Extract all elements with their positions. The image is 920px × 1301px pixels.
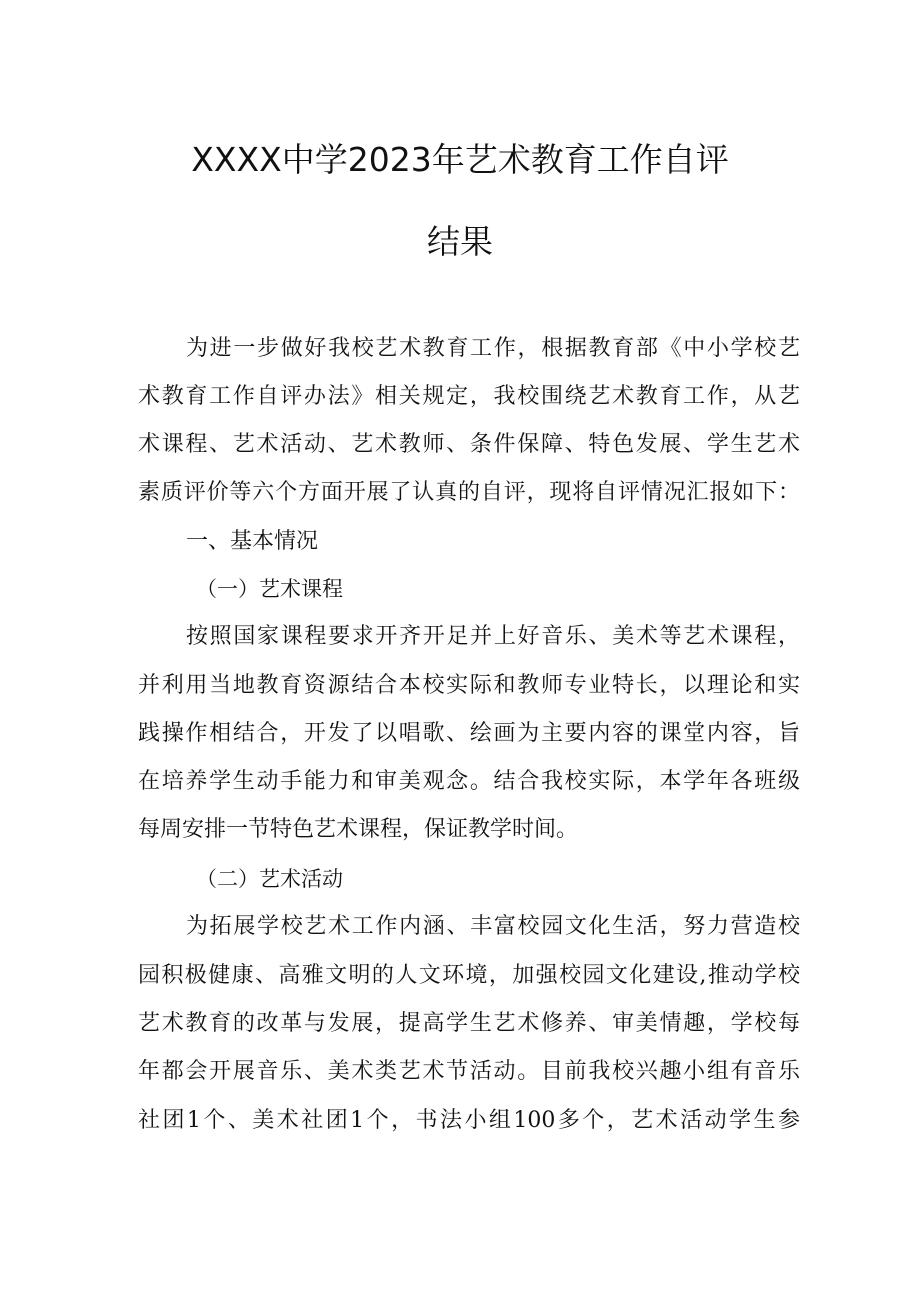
subsection-heading-art-courses: （一）艺术课程	[196, 577, 343, 601]
activities-line-4: 年都会开展音乐、美术类艺术节活动。目前我校兴趣小组有音乐	[138, 1059, 800, 1084]
intro-line-2: 术教育工作自评办法》相关规定，我校围绕艺术教育工作，从艺	[138, 384, 800, 409]
section-heading-basic: 一、基本情况	[186, 529, 319, 554]
activities-line-3: 艺术教育的改革与发展，提高学生艺术修养、审美情趣，学校每	[138, 1011, 800, 1036]
courses-line-5: 每周安排一节特色艺术课程，保证教学时间。	[138, 817, 579, 842]
intro-line-3: 术课程、艺术活动、艺术教师、条件保障、特色发展、学生艺术	[138, 432, 800, 457]
subsection-heading-art-activities: （二）艺术活动	[196, 867, 343, 891]
activities-line-5: 社团1个、美术社团1个，书法小组100多个，艺术活动学生参	[138, 1108, 800, 1133]
document-title-line-1: XXXX中学2023年艺术教育工作自评	[191, 140, 729, 179]
courses-line-1: 按照国家课程要求开齐开足并上好音乐、美术等艺术课程，	[186, 624, 800, 649]
intro-line-4: 素质评价等六个方面开展了认真的自评，现将自评情况汇报如下：	[138, 480, 800, 505]
activities-line-2: 园积极健康、高雅文明的人文环境，加强校园文化建设,推动学校	[138, 963, 800, 988]
courses-line-4: 在培养学生动手能力和审美观念。结合我校实际，本学年各班级	[138, 769, 800, 794]
document-title-line-2: 结果	[427, 222, 493, 261]
intro-line-1: 为进一步做好我校艺术教育工作，根据教育部《中小学校艺	[186, 336, 800, 361]
courses-line-2: 并利用当地教育资源结合本校实际和教师专业特长，以理论和实	[138, 673, 800, 698]
courses-line-3: 践操作相结合，开发了以唱歌、绘画为主要内容的课堂内容，旨	[138, 721, 800, 746]
activities-line-1: 为拓展学校艺术工作内涵、丰富校园文化生活，努力营造校	[186, 914, 800, 939]
